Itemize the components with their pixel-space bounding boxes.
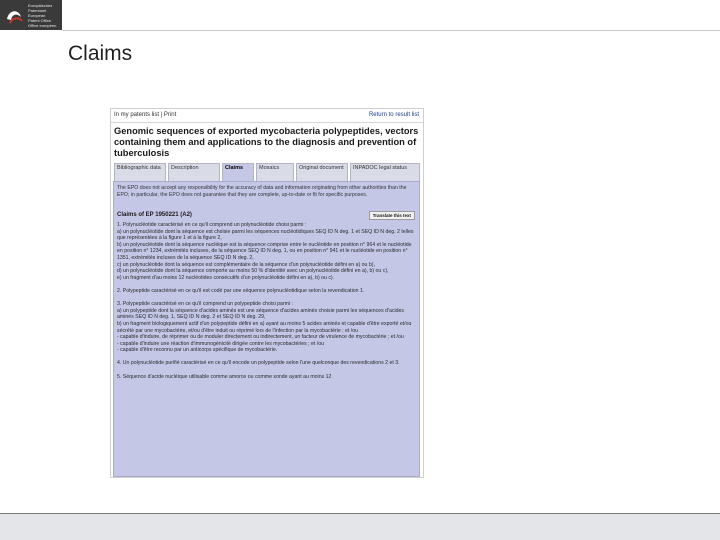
- document-title: Genomic sequences of exported mycobacteria polypeptides, vectors containing them and applications to the diagnosis and prevention of tuberculosis: [114, 126, 419, 158]
- header-divider: [62, 30, 720, 31]
- epo-logo: [0, 0, 62, 30]
- document-tabs: [114, 163, 420, 181]
- epo-logo-text: Europäisches Patentamt European Patent Office Office européen: [28, 3, 57, 28]
- tab-inpadoc-legal-status[interactable]: INPADOC legal status: [350, 163, 420, 181]
- claims-text: [117, 222, 415, 387]
- screenshot-toolbar: [111, 109, 423, 123]
- tab-bibliographic-data[interactable]: Bibliographic data: [114, 163, 166, 181]
- epo-disclaimer: The EPO does not accept any responsibility for the accuracy of data and information originating from other authorities than the EPO; in particular, the EPO does not guarantee that they are complete, up-to-date or fit for specific purposes.: [117, 185, 407, 198]
- claims-heading: Claims of EP 1950221 (A2): [117, 212, 192, 218]
- claim-paragraph: 1. Polynucléotide caractérisé en ce qu'il comprend un polynucléotide choisi parmi : a) un polynucléotide dont la séquence est choisie parmi les séquences nucléotidiques SEQ ID N deg. 1 et SEQ ID N deg. 2 telles que représentées à la figure 1 et à la figure 2, b) un polynucléotide dont la séquence nucléique est la séquence comprise entre le nucléotide en position n° 964 et le nucléotide en position n° 1234, extrémités incluses, de la séquence SEQ ID N deg. 1, ou en position n° 941 et le nucléotide en position n° 1351, extrémités incluses de la séquence SEQ ID N deg. 2, c) un polynucléotide dont la séquence est complémentaire de la séquence d'un polynucléotide défini en a) ou b), d) un polynucléotide dont la séquence comporte au moins 50 % d'identité avec un polynucléotide défini en a), b) ou c), e) un fragment d'au moins 12 nucléotides consécutifs d'un polynucléotide défini en a), b) ou c).: [117, 222, 414, 281]
- tab-mosaics[interactable]: Mosaics: [256, 163, 294, 181]
- claim-paragraph: 3. Polypeptide caractérisé en ce qu'il comprend un polypeptide choisi parmi : a) un polypeptide dont la séquence d'acides aminés est une séquence d'acides aminés choisie parmi les séquences d'acides aminés SEQ ID N deg. 1, SEQ ID N deg. 2 et SEQ ID N deg. 29, b) un fragment biologiquement actif d'un polypeptide défini en a) ayant au moins 5 acides aminés et capable d'être exporté et/ou sécrété par une mycobactérie, et/ou d'être induit ou réprimé lors de l'infection par la mycobactérie ; et /ou - capable d'induire, de réprimer ou de moduler directement ou indirectement, un facteur de virulence de mycobactérie ; et /ou - capable d'induire une réaction d'immunogénicité dirigée contre les mycobactéries ; et /ou - capable d'être reconnu par un anticorps spécifique de mycobactérie.: [117, 301, 412, 354]
- translate-this-text-button[interactable]: Translate this text: [369, 211, 415, 220]
- claim-paragraph: 4. Un polynucléotide purifié caractérisé en ce qu'il encode un polypeptide selon l'une quelconque des revendications 2 et 3.: [117, 360, 400, 367]
- epo-logo-mark-icon: [3, 3, 25, 27]
- footer-bar: [0, 513, 720, 540]
- return-to-result-list-link[interactable]: Return to result list: [368, 112, 419, 118]
- claim-paragraph: 5. Séquence d'acide nucléique utilisable comme amorce ou comme sonde ayant au moins 12: [117, 373, 332, 380]
- espacenet-screenshot: [110, 108, 424, 478]
- my-patents-print-links[interactable]: In my patents list | Print: [114, 112, 177, 118]
- tab-claims[interactable]: Claims: [222, 163, 254, 181]
- tab-original-document[interactable]: Original document: [296, 163, 348, 181]
- claim-paragraph: 2. Polypeptide caractérisé en ce qu'il est codé par une séquence polynucléotidique selon la revendication 1.: [117, 287, 365, 294]
- tab-description[interactable]: Description: [168, 163, 220, 181]
- claims-content-area[interactable]: [113, 181, 420, 477]
- page-title: Claims: [68, 42, 133, 65]
